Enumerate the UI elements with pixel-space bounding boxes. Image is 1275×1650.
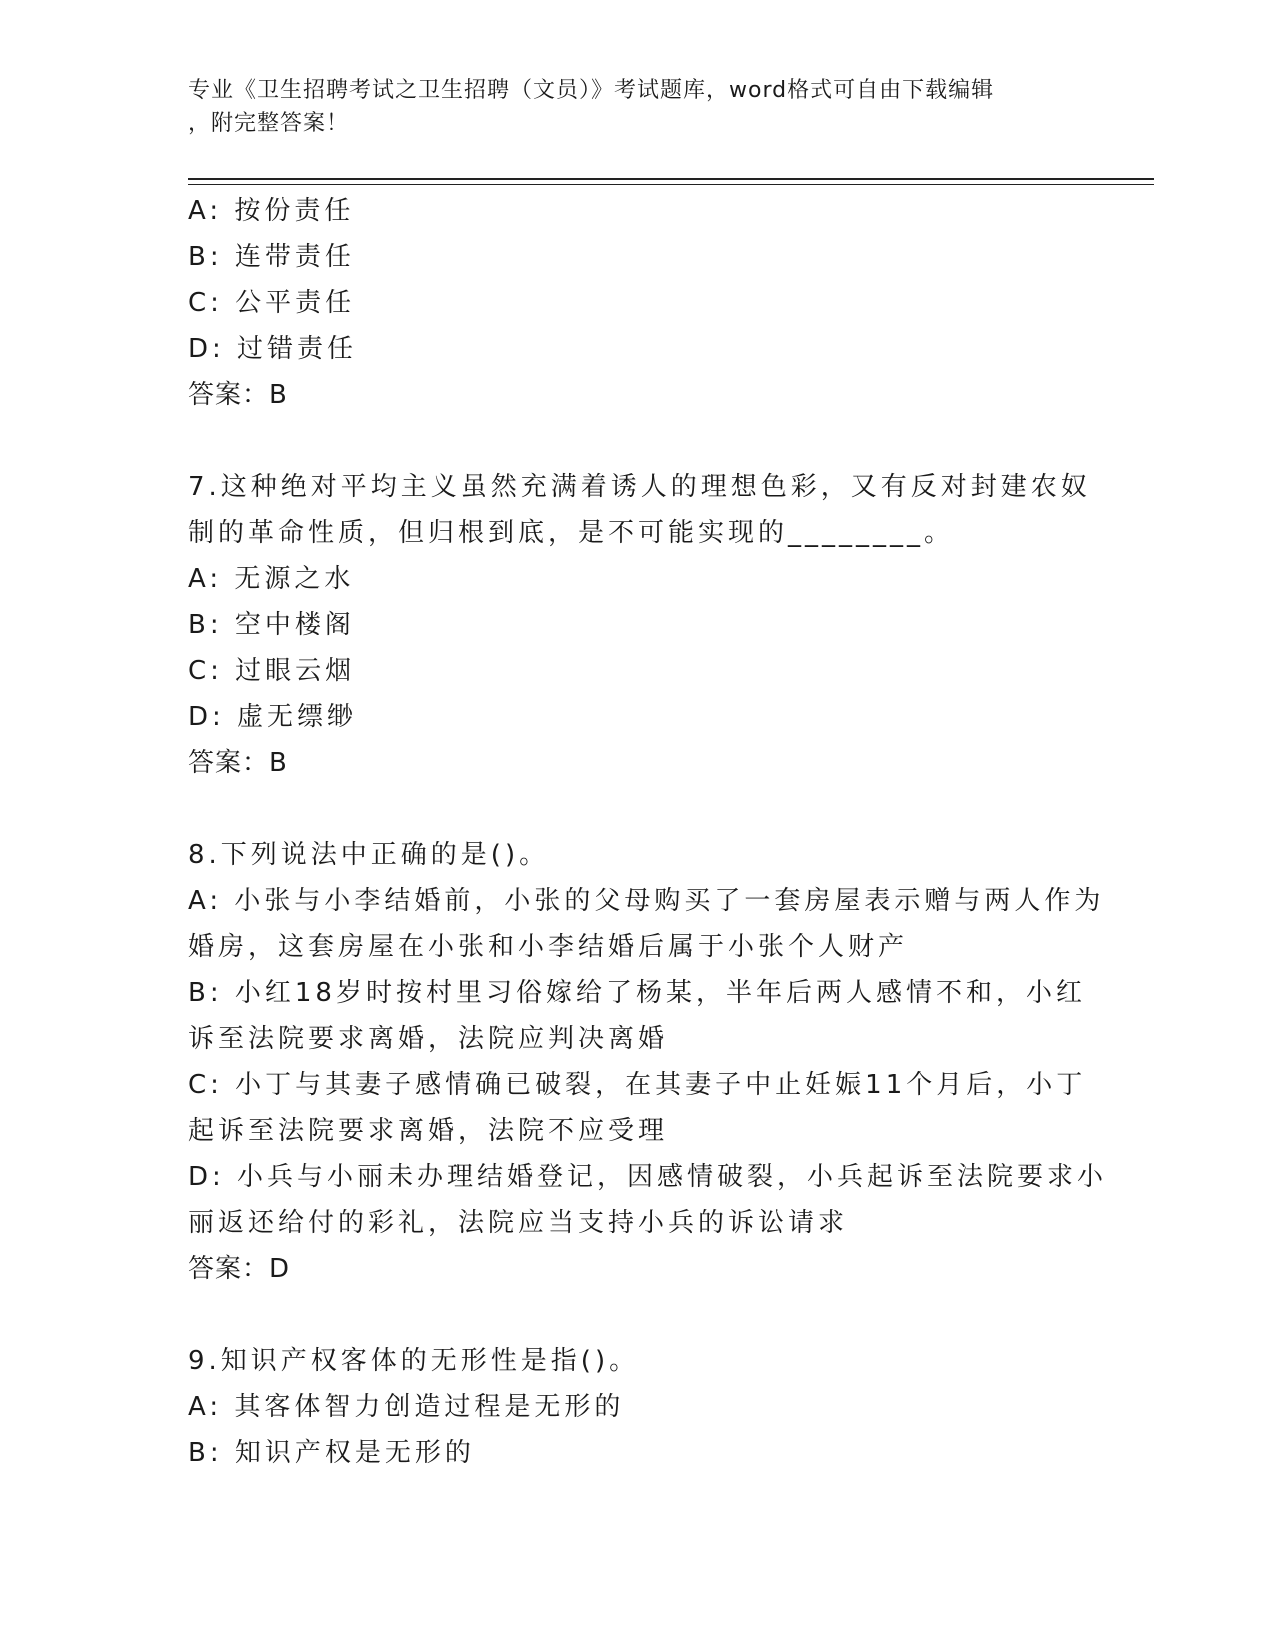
question-9 <box>188 1338 1088 1476</box>
option-a: A: 小张与小李结婚前，小张的父母购买了一套房屋表示赠与两人作为 <box>188 886 1105 916</box>
question-stem: 7.这种绝对平均主义虽然充满着诱人的理想色彩，又有反对封建农奴 <box>188 472 1091 502</box>
question-stem: 9.知识产权客体的无形性是指()。 <box>188 1346 640 1376</box>
question-8 <box>188 832 1108 1292</box>
option-a: A: 无源之水 <box>188 564 355 594</box>
header-rule <box>188 178 1154 180</box>
option-c: C: 公平责任 <box>188 288 356 318</box>
spacer <box>188 418 1088 464</box>
header-line: ，附完整答案！ <box>188 111 350 136</box>
answer: 答案：D <box>188 1254 291 1284</box>
option-b: B: 空中楼阁 <box>188 610 355 640</box>
answer: 答案：B <box>188 748 288 778</box>
option-a: A: 按份责任 <box>188 196 355 226</box>
option-c: C: 过眼云烟 <box>188 656 356 686</box>
option-d: D: 小兵与小丽未办理结婚登记，因感情破裂，小兵起诉至法院要求小 <box>188 1162 1108 1192</box>
header-rule-thin <box>188 184 1154 185</box>
spacer <box>188 786 1088 832</box>
option-d: D: 过错责任 <box>188 334 358 364</box>
question-7 <box>188 464 1091 786</box>
option-b: B: 知识产权是无形的 <box>188 1438 475 1468</box>
spacer <box>188 1292 1088 1338</box>
answer: 答案：B <box>188 380 288 410</box>
option-c-cont: 起诉至法院要求离婚，法院不应受理 <box>188 1116 669 1146</box>
question-list <box>188 188 1108 1476</box>
header-line: 专业《卫生招聘考试之卫生招聘（文员）》考试题库，word格式可自由下载编辑 <box>188 78 995 103</box>
option-c: C: 小丁与其妻子感情确已破裂，在其妻子中止妊娠11个月后，小丁 <box>188 1070 1087 1100</box>
option-a: A: 其客体智力创造过程是无形的 <box>188 1392 625 1422</box>
question-stem: 8.下列说法中正确的是()。 <box>188 840 550 870</box>
option-d: D: 虚无缥缈 <box>188 702 358 732</box>
option-d-cont: 丽返还给付的彩礼，法院应当支持小兵的诉讼请求 <box>188 1208 849 1238</box>
question-stem: 制的革命性质，但归根到底，是不可能实现的________。 <box>188 518 955 548</box>
option-b: B: 连带责任 <box>188 242 355 272</box>
document-header <box>188 74 1068 140</box>
option-b-cont: 诉至法院要求离婚，法院应判决离婚 <box>188 1024 669 1054</box>
question-6 <box>188 188 1088 418</box>
option-a-cont: 婚房，这套房屋在小张和小李结婚后属于小张个人财产 <box>188 932 909 962</box>
option-b: B: 小红18岁时按村里习俗嫁给了杨某，半年后两人感情不和，小红 <box>188 978 1086 1008</box>
